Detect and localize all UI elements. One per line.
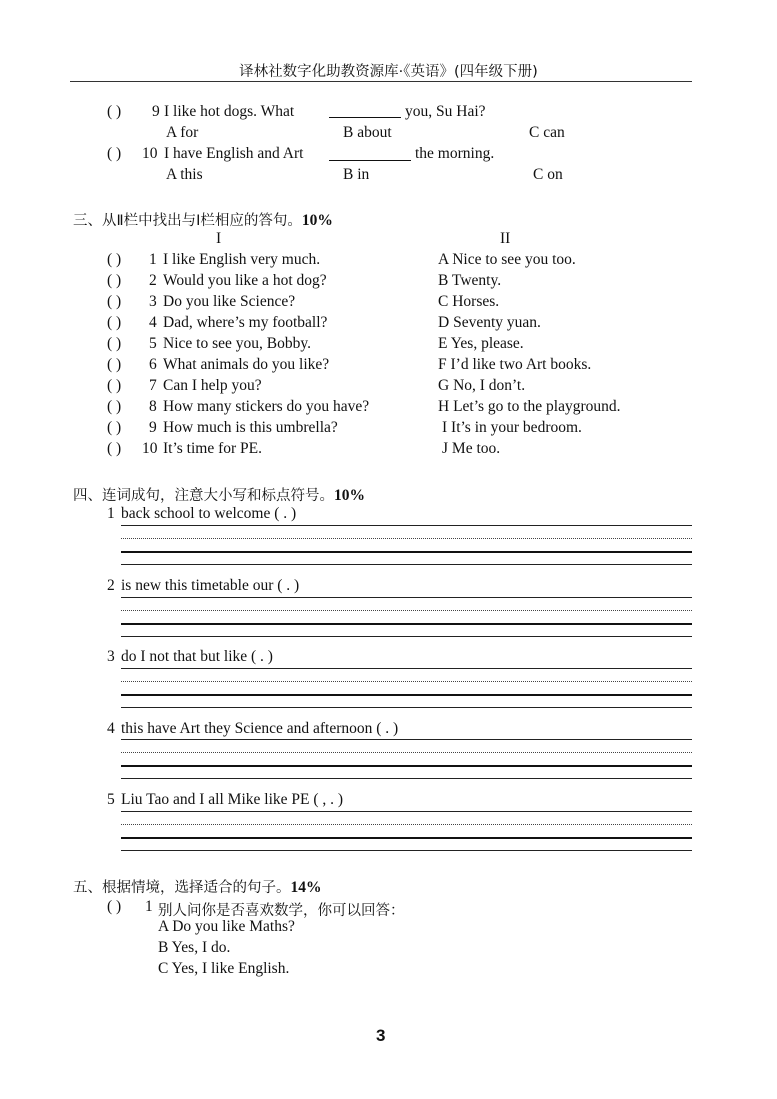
match-6-answer: F I’d like two Art books. [438,356,592,373]
situation-1-number: 1 [145,898,153,915]
section-5-title: 五、根据情境，选择适合的句子。 [73,880,291,896]
match-3-answer: C Horses. [438,293,500,310]
match-3-paren[interactable]: ( ) [107,293,122,310]
reorder-1-words: back school to welcome ( . ) [121,505,297,522]
match-7-number: 7 [149,377,157,394]
question-10-number: 10 [142,145,158,162]
match-8-number: 8 [149,398,157,415]
section-4-percent: 10% [334,487,365,504]
section-3-title: 三、从Ⅱ栏中找出与Ⅰ栏相应的答句。 [73,213,302,229]
reorder-1-answer-area[interactable] [121,526,692,564]
column-ii-header: II [500,230,511,247]
situation-1-option-c: C Yes, I like English. [158,960,290,977]
question-9-paren[interactable]: ( ) [107,103,122,120]
match-8-paren[interactable]: ( ) [107,398,122,415]
match-8-question: How many stickers do you have? [163,398,370,415]
match-10-number: 10 [142,440,158,457]
match-6-question: What animals do you like? [163,356,330,373]
match-7-paren[interactable]: ( ) [107,377,122,394]
question-9-option-c: C can [529,124,565,141]
header-divider [70,81,692,82]
section-3-percent: 10% [301,212,333,229]
reorder-2-number: 2 [107,577,115,594]
match-5-question: Nice to see you, Bobby. [163,335,311,352]
situation-1-option-a: A Do you like Maths? [158,918,295,935]
match-1-answer: A Nice to see you too. [438,251,576,268]
reorder-5-answer-area[interactable] [121,812,692,850]
match-4-answer: D Seventy yuan. [438,314,541,331]
reorder-1-number: 1 [107,505,115,522]
question-9-option-a: A for [166,124,199,141]
match-9-number: 9 [149,419,157,436]
reorder-2-words: is new this timetable our ( . ) [121,577,300,594]
section-4-heading [73,484,365,505]
question-9-blank[interactable] [329,117,401,118]
section-5-percent: 14% [290,879,322,896]
question-9-text-before: I like hot dogs. What [164,103,295,120]
question-9-text-after: you, Su Hai? [405,103,486,120]
reorder-3-words: do I not that but like ( . ) [121,648,273,665]
match-10-answer: J Me too. [442,440,501,457]
question-10-blank[interactable] [329,160,411,161]
match-6-number: 6 [149,356,157,373]
situation-1-paren[interactable]: ( ) [107,898,122,915]
match-4-question: Dad, where’s my football? [163,314,328,331]
question-9-option-b: B about [343,124,392,141]
match-4-number: 4 [149,314,157,331]
match-2-number: 2 [149,272,157,289]
question-10-text-before: I have English and Art [164,145,304,162]
reorder-2-answer-area[interactable] [121,598,692,636]
page-number: 3 [376,1026,386,1045]
reorder-4-line-bottom [121,778,692,779]
reorder-1-line-bottom [121,564,692,565]
section-5-heading [73,876,322,897]
match-5-answer: E Yes, please. [438,335,524,352]
reorder-3-number: 3 [107,648,115,665]
match-2-paren[interactable]: ( ) [107,272,122,289]
match-5-number: 5 [149,335,157,352]
section-3-heading [73,209,333,230]
match-10-paren[interactable]: ( ) [107,440,122,457]
match-1-paren[interactable]: ( ) [107,251,122,268]
match-7-question: Can I help you? [163,377,262,394]
question-10-text-after: the morning. [415,145,495,162]
reorder-3-line-bottom [121,707,692,708]
reorder-4-words: this have Art they Science and afternoon ( . ) [121,720,399,737]
section-4-title: 四、连词成句，注意大小写和标点符号。 [73,488,334,504]
reorder-5-line-bottom [121,850,692,851]
match-5-paren[interactable]: ( ) [107,335,122,352]
reorder-4-answer-area[interactable] [121,740,692,778]
question-10-option-b: B in [343,166,370,183]
reorder-5-words: Liu Tao and I all Mike like PE ( , . ) [121,791,344,808]
match-8-answer: H Let’s go to the playground. [438,398,621,415]
match-2-question: Would you like a hot dog? [163,272,327,289]
match-10-question: It’s time for PE. [163,440,263,457]
column-i-header: I [216,230,222,247]
question-10-paren[interactable]: ( ) [107,145,122,162]
reorder-3-answer-area[interactable] [121,669,692,707]
match-6-paren[interactable]: ( ) [107,356,122,373]
situation-1-option-b: B Yes, I do. [158,939,231,956]
match-1-number: 1 [149,251,157,268]
match-2-answer: B Twenty. [438,272,502,289]
page-header: 译林社数字化助教资源库·《英语》(四年级下册) [239,64,538,80]
match-1-question: I like English very much. [163,251,321,268]
match-9-paren[interactable]: ( ) [107,419,122,436]
match-3-question: Do you like Science? [163,293,296,310]
question-10-option-c: C on [533,166,563,183]
question-10-option-a: A this [166,166,203,183]
match-3-number: 3 [149,293,157,310]
reorder-2-line-bottom [121,636,692,637]
situation-1-prompt: 别人问你是否喜欢数学，你可以回答： [158,903,405,919]
match-4-paren[interactable]: ( ) [107,314,122,331]
match-9-answer: I It’s in your bedroom. [442,419,582,436]
reorder-4-number: 4 [107,720,115,737]
match-7-answer: G No, I don’t. [438,377,526,394]
match-9-question: How much is this umbrella? [163,419,338,436]
reorder-5-number: 5 [107,791,115,808]
question-9-number: 9 [152,103,160,120]
